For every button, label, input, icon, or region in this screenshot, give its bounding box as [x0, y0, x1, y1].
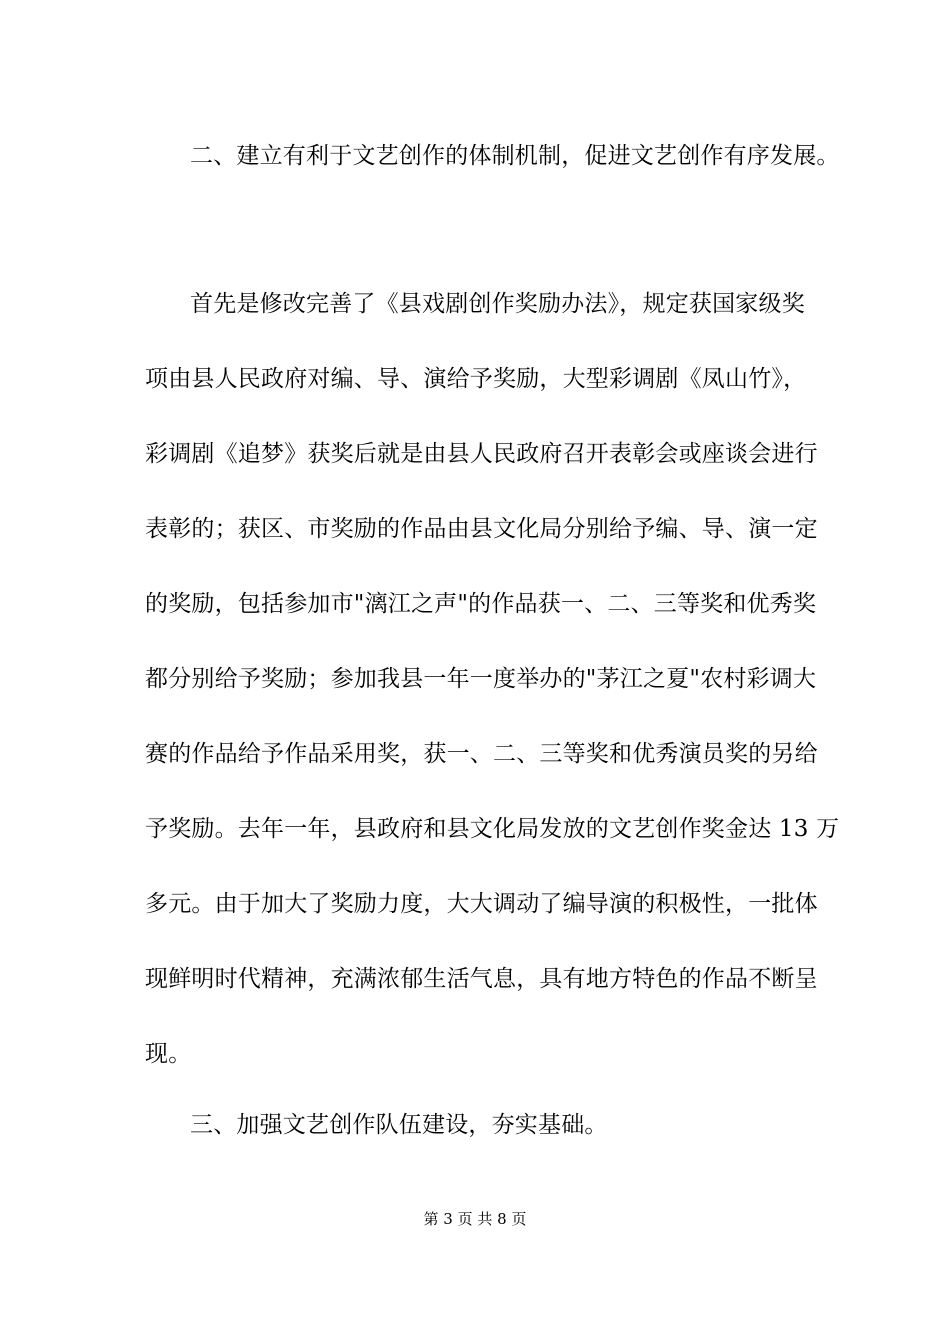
section-heading-3: 三、加强文艺创作队伍建设，夯实基础。: [190, 1112, 608, 1138]
section-heading-2: 二、建立有利于文艺创作的体制机制，促进文艺创作有序发展。: [190, 143, 840, 169]
paragraph-line: 现。: [145, 1041, 192, 1067]
paragraph-line: 现鲜明时代精神，充满浓郁生活气息，具有地方特色的作品不断呈: [145, 966, 818, 992]
paragraph-line: 多元。由于加大了奖励力度，大大调动了编导演的积极性，一批体: [145, 891, 818, 917]
paragraph-line: 项由县人民政府对编、导、演给予奖励，大型彩调剧《凤山竹》，: [145, 366, 807, 392]
paragraph-line: 赛的作品给予作品采用奖，获一、二、三等奖和优秀演员奖的另给: [145, 741, 818, 767]
page-number-footer: 第 3 页 共 8 页: [423, 1210, 527, 1228]
paragraph-line: 首先是修改完善了《县戏剧创作奖励办法》，规定获国家级奖: [190, 291, 805, 317]
paragraph-line: 予奖励。去年一年，县政府和县文化局发放的文艺创作奖金达 13 万: [145, 816, 840, 842]
paragraph-line: 都分别给予奖励；参加我县一年一度举办的"茅江之夏"农村彩调大: [145, 666, 817, 692]
paragraph-line: 的奖励，包括参加市"漓江之声"的作品获一、二、三等奖和优秀奖: [145, 591, 817, 617]
paragraph-line: 彩调剧《追梦》获奖后就是由县人民政府召开表彰会或座谈会进行: [145, 441, 818, 467]
paragraph-line: 表彰的；获区、市奖励的作品由县文化局分别给予编、导、演一定: [145, 516, 818, 542]
